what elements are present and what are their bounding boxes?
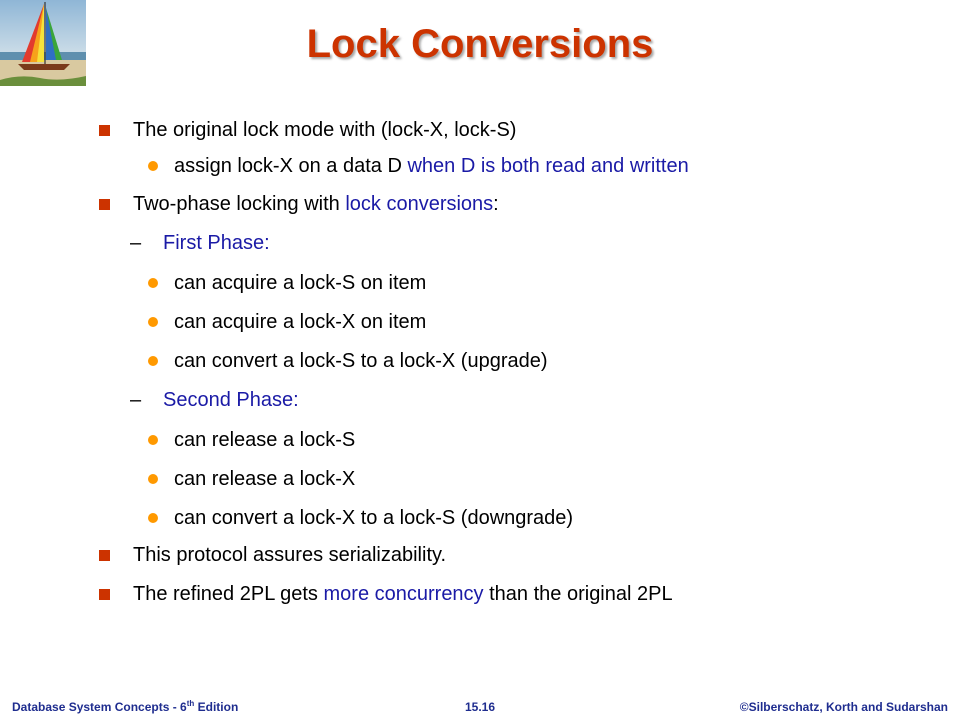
bullet-text: can release a lock-S [174, 429, 356, 451]
bullet-text-plain: The refined 2PL gets [133, 583, 324, 605]
phase-heading: Second Phase: [163, 389, 299, 411]
square-bullet-icon [99, 199, 110, 210]
round-bullet-icon [148, 356, 158, 366]
phase-heading: First Phase: [163, 232, 270, 254]
footer-edition-superscript: th [186, 699, 195, 708]
footer-edition-text: Edition [194, 700, 239, 714]
bullet-text-plain: Two-phase locking with [133, 193, 346, 215]
bullet-text-plain: : [493, 193, 499, 215]
bullet-text-highlight: lock conversions [345, 193, 494, 215]
bullet-text: can convert a lock-X to a lock-S (downgrade) [174, 507, 574, 529]
round-bullet-icon [148, 474, 158, 484]
square-bullet-icon [99, 589, 110, 600]
square-bullet-icon [99, 550, 110, 561]
footer-book-title-text: Database System Concepts - 6 [12, 700, 187, 714]
round-bullet-icon [148, 161, 158, 171]
bullet-text: can acquire a lock-S on item [174, 272, 427, 294]
bullet-text: can release a lock-X [174, 468, 356, 490]
round-bullet-icon [148, 435, 158, 445]
bullet-text [174, 154, 689, 178]
bullet-text-plain: than the original 2PL [483, 583, 673, 605]
round-bullet-icon [148, 513, 158, 523]
bullet-text [133, 192, 499, 216]
bullet-text: can convert a lock-S to a lock-X (upgrade) [174, 350, 548, 372]
footer-copyright: ©Silberschatz, Korth and Sudarshan [739, 700, 948, 714]
slide-number: 15.16 [464, 700, 496, 714]
round-bullet-icon [148, 317, 158, 327]
dash-bullet: – [130, 389, 142, 411]
bullet-text [133, 582, 673, 606]
bullet-text: This protocol assures serializability. [133, 544, 447, 566]
bullet-text-highlight: more concurrency [323, 583, 484, 605]
slide-title: Lock Conversions [306, 22, 654, 66]
round-bullet-icon [148, 278, 158, 288]
bullet-text-plain: assign lock-X on a data D [174, 155, 408, 177]
bullet-text-highlight: when D is both read and written [407, 155, 689, 177]
square-bullet-icon [99, 125, 110, 136]
bullet-text: The original lock mode with (lock-X, lock-S) [133, 119, 517, 141]
bullet-text: can acquire a lock-X on item [174, 311, 427, 333]
dash-bullet: – [130, 232, 142, 254]
